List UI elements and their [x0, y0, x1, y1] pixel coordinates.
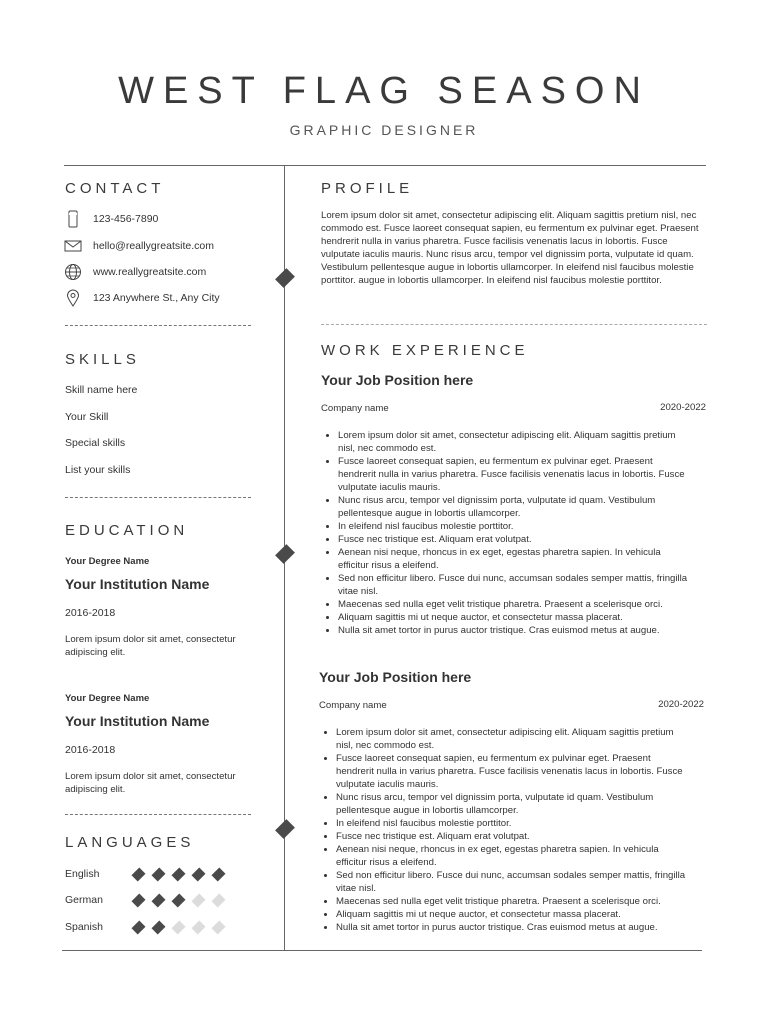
job-years: 2020-2022 [660, 402, 706, 413]
education-years: 2016-2018 [65, 744, 116, 756]
education-description: Lorem ipsum dolor sit amet, consectetur adipiscing elit. [65, 771, 236, 795]
education-years: 2016-2018 [65, 607, 116, 619]
job-bullet: • Fusce nec tristique est. Aliquam erat volutpat. [336, 830, 691, 843]
language-rating [133, 893, 233, 911]
job-bullet: • Maecenas sed nulla eget velit tristique pharetra. Praesent a scelerisque orci. [338, 598, 693, 611]
section-divider [321, 324, 707, 325]
rating-diamond-filled [171, 893, 185, 907]
job-bullet: • Aenean nisi neque, rhoncus in ex eget, egestas pharetra sapien. In vehicula efficitur risus a eleifend. [336, 843, 691, 869]
contact-item-website [64, 263, 82, 286]
job-bullet: • In eleifend nisl faucibus molestie porttitor. [336, 817, 691, 830]
contact-heading: CONTACT [65, 180, 165, 197]
skill-item: List your skills [65, 464, 131, 476]
company-name: Company name [319, 700, 387, 711]
rating-diamond-filled [131, 867, 145, 881]
job-bullet: • Maecenas sed nulla eget velit tristique pharetra. Praesent a scelerisque orci. [336, 895, 691, 908]
resume-name: WEST FLAG SEASON [118, 70, 650, 112]
job-bullets [319, 726, 691, 934]
languages-heading: LANGUAGES [65, 834, 195, 851]
section-divider [65, 814, 251, 815]
job-bullet: • Nulla sit amet tortor in purus auctor tristique. Cras euismod metus at augue. [336, 921, 691, 934]
job-bullet: • Nunc risus arcu, tempor vel dignissim porta, vulputate id quam. Vestibulum pellentesque augue in lobortis ullamcorper. [336, 791, 691, 817]
job-bullet: • Aliquam sagittis mi ut neque auctor, et consectetur massa placerat. [336, 908, 691, 921]
institution-name: Your Institution Name [65, 713, 210, 729]
mail-icon [64, 237, 82, 255]
degree-name: Your Degree Name [65, 693, 150, 704]
job-position: Your Job Position here [319, 669, 472, 685]
job-bullet: • Fusce laoreet consequat sapien, eu fermentum ex pulvinar eget. Praesent hendrerit nulla in varius pharetra. Fusce facilisis venenatis lacus in lobortis. Fusce vulputate iaculis mauris. [336, 752, 691, 791]
language-rating [133, 867, 233, 885]
language-name: German [65, 894, 103, 906]
phone-icon [64, 210, 82, 228]
job-bullet: • Fusce laoreet consequat sapien, eu fermentum ex pulvinar eget. Praesent hendrerit nulla in varius pharetra. Fusce facilisis venenatis lacus in lobortis. Fusce vulputate iaculis mauris. [338, 455, 693, 494]
skills-heading: SKILLS [65, 351, 140, 368]
contact-address-text: 123 Anywhere St., Any City [93, 292, 220, 304]
rating-diamond-filled [171, 867, 185, 881]
top-divider [64, 165, 706, 166]
degree-name: Your Degree Name [65, 556, 150, 567]
language-name: English [65, 868, 100, 880]
section-divider [65, 325, 251, 326]
job-bullet: • Aliquam sagittis mi ut neque auctor, et consectetur massa placerat. [338, 611, 693, 624]
contact-email-text: hello@reallygreatsite.com [93, 240, 214, 252]
rating-diamond-filled [191, 867, 205, 881]
contact-item-phone [64, 210, 82, 233]
job-bullets [321, 429, 693, 637]
rating-diamond-empty [211, 920, 225, 934]
contact-item-address [64, 289, 82, 312]
language-name: Spanish [65, 921, 103, 933]
job-bullet: • Sed non efficitur libero. Fusce dui nunc, accumsan sodales semper mattis, fringilla vitae nisl. [338, 572, 693, 598]
job-position: Your Job Position here [321, 372, 474, 388]
education-description: Lorem ipsum dolor sit amet, consectetur adipiscing elit. [65, 634, 236, 658]
job-bullet: • Fusce nec tristique est. Aliquam erat volutpat. [338, 533, 693, 546]
work-experience-heading: WORK EXPERIENCE [321, 342, 529, 359]
contact-phone-text: 123-456-7890 [93, 213, 159, 225]
job-bullet: • In eleifend nisl faucibus molestie porttitor. [338, 520, 693, 533]
rating-diamond-filled [131, 893, 145, 907]
profile-heading: PROFILE [321, 180, 414, 197]
divider-diamond [275, 268, 295, 288]
rating-diamond-filled [151, 920, 165, 934]
divider-diamond [275, 819, 295, 839]
location-pin-icon [64, 289, 82, 307]
job-bullet: • Lorem ipsum dolor sit amet, consectetur adipiscing elit. Aliquam sagittis pretium nisl, nec commodo est. [336, 726, 691, 752]
skill-item: Special skills [65, 437, 126, 449]
profile-text: Lorem ipsum dolor sit amet, consectetur adipiscing elit. Aliquam sagittis pretium nisl, nec commodo est. Fusce laoreet consequat sapien, eu fermentum ex pulvinar eget. Praesent hendrerit nulla in varius pharetra. Fusce facilisis venenatis lacus in lobortis. Fusce vulputate iaculis mauris. Nunc risus arcu, tempor vel dignissim porta, vulputate id quam. Vestibulum pellentesque augue in lobortis ullamcorper. In eleifend nisl faucibus molestie porttitor. augue in lobortis ullamcorper. In eleifend nisl faucibus molestie porttitor. [321, 210, 699, 286]
institution-name: Your Institution Name [65, 576, 210, 592]
job-bullet: • Sed non efficitur libero. Fusce dui nunc, accumsan sodales semper mattis, fringilla vitae nisl. [336, 869, 691, 895]
company-name: Company name [321, 403, 389, 414]
rating-diamond-filled [151, 867, 165, 881]
language-rating [133, 920, 233, 938]
resume-job-title: GRAPHIC DESIGNER [289, 122, 479, 138]
contact-item-email [64, 237, 82, 260]
job-years: 2020-2022 [658, 699, 704, 710]
section-divider [65, 497, 251, 498]
rating-diamond-filled [211, 867, 225, 881]
rating-diamond-empty [191, 920, 205, 934]
rating-diamond-filled [131, 920, 145, 934]
rating-diamond-empty [191, 893, 205, 907]
education-heading: EDUCATION [65, 522, 189, 539]
divider-diamond [275, 544, 295, 564]
bottom-divider [62, 950, 702, 951]
contact-website-text: www.reallygreatsite.com [93, 266, 207, 278]
rating-diamond-filled [151, 893, 165, 907]
job-bullet: • Nulla sit amet tortor in purus auctor tristique. Cras euismod metus at augue. [338, 624, 693, 637]
job-bullet: • Nunc risus arcu, tempor vel dignissim porta, vulputate id quam. Vestibulum pellentesque augue in lobortis ullamcorper. [338, 494, 693, 520]
job-bullet: • Aenean nisi neque, rhoncus in ex eget, egestas pharetra sapien. In vehicula efficitur risus a eleifend. [338, 546, 693, 572]
rating-diamond-empty [171, 920, 185, 934]
job-bullet: • Lorem ipsum dolor sit amet, consectetur adipiscing elit. Aliquam sagittis pretium nisl, nec commodo est. [338, 429, 693, 455]
skill-item: Skill name here [65, 384, 138, 396]
rating-diamond-empty [211, 893, 225, 907]
skill-item: Your Skill [65, 411, 109, 423]
globe-icon [64, 263, 82, 281]
